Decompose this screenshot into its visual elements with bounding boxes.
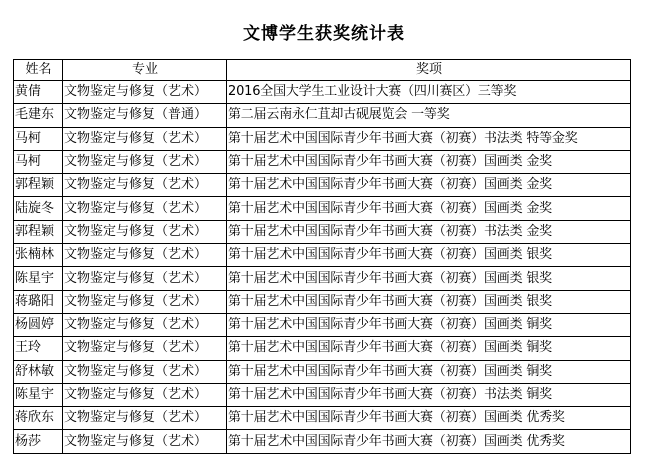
major-cell: 文物鉴定与修复（艺术） <box>63 197 227 220</box>
table-row <box>14 360 631 383</box>
award-cell: 第十届艺术中国国际青少年书画大赛（初赛）国画类 铜奖 <box>227 337 631 360</box>
student-name-cell: 舒林敏 <box>14 360 63 383</box>
student-name-cell: 马柯 <box>14 150 63 173</box>
major-cell: 文物鉴定与修复（艺术） <box>63 383 227 406</box>
table-row <box>14 430 631 453</box>
award-cell: 第十届艺术中国国际青少年书画大赛（初赛）国画类 银奖 <box>227 244 631 267</box>
column-header-award: 奖项 <box>227 60 631 81</box>
major-cell: 文物鉴定与修复（艺术） <box>63 407 227 430</box>
student-name-cell: 张楠林 <box>14 244 63 267</box>
student-name-cell: 蒋璐阳 <box>14 290 63 313</box>
student-name-cell: 陈星宇 <box>14 383 63 406</box>
major-cell: 文物鉴定与修复（艺术） <box>63 360 227 383</box>
award-cell: 第十届艺术中国国际青少年书画大赛（初赛）书法类 特等金奖 <box>227 127 631 150</box>
award-cell: 第十届艺术中国国际青少年书画大赛（初赛）书法类 铜奖 <box>227 383 631 406</box>
table-header <box>14 60 631 81</box>
table-row <box>14 220 631 243</box>
major-cell: 文物鉴定与修复（艺术） <box>63 244 227 267</box>
table-row <box>14 197 631 220</box>
table-row <box>14 127 631 150</box>
document-title: 文博学生获奖统计表 <box>243 24 405 44</box>
table-row <box>14 337 631 360</box>
major-cell: 文物鉴定与修复（艺术） <box>63 290 227 313</box>
award-cell: 第十届艺术中国国际青少年书画大赛（初赛）书法类 金奖 <box>227 220 631 243</box>
major-cell: 文物鉴定与修复（艺术） <box>63 313 227 336</box>
student-name-cell: 马柯 <box>14 127 63 150</box>
table-row <box>14 267 631 290</box>
major-cell: 文物鉴定与修复（艺术） <box>63 81 227 104</box>
awards-table <box>13 59 631 454</box>
award-cell: 2016全国大学生工业设计大赛（四川赛区）三等奖 <box>227 81 631 104</box>
table-row <box>14 290 631 313</box>
major-cell: 文物鉴定与修复（艺术） <box>63 174 227 197</box>
header-row <box>14 60 631 81</box>
major-cell: 文物鉴定与修复（艺术） <box>63 150 227 173</box>
table-row <box>14 383 631 406</box>
student-name-cell: 郭程颖 <box>14 220 63 243</box>
major-cell: 文物鉴定与修复（普通） <box>63 104 227 127</box>
student-name-cell: 毛建东 <box>14 104 63 127</box>
table-row <box>14 174 631 197</box>
table-row <box>14 150 631 173</box>
award-cell: 第十届艺术中国国际青少年书画大赛（初赛）国画类 优秀奖 <box>227 407 631 430</box>
award-cell: 第十届艺术中国国际青少年书画大赛（初赛）国画类 银奖 <box>227 267 631 290</box>
table-row <box>14 104 631 127</box>
student-name-cell: 陆旋冬 <box>14 197 63 220</box>
student-name-cell: 杨圆婷 <box>14 313 63 336</box>
award-cell: 第十届艺术中国国际青少年书画大赛（初赛）国画类 铜奖 <box>227 360 631 383</box>
column-header-name: 姓名 <box>14 60 63 81</box>
student-name-cell: 王玲 <box>14 337 63 360</box>
major-cell: 文物鉴定与修复（艺术） <box>63 337 227 360</box>
table-row <box>14 407 631 430</box>
award-cell: 第十届艺术中国国际青少年书画大赛（初赛）国画类 金奖 <box>227 197 631 220</box>
student-name-cell: 陈星宇 <box>14 267 63 290</box>
column-header-major: 专业 <box>63 60 227 81</box>
award-cell: 第二届云南永仁苴却古砚展览会 一等奖 <box>227 104 631 127</box>
major-cell: 文物鉴定与修复（艺术） <box>63 127 227 150</box>
table-row <box>14 244 631 267</box>
student-name-cell: 郭程颖 <box>14 174 63 197</box>
table-row <box>14 81 631 104</box>
major-cell: 文物鉴定与修复（艺术） <box>63 267 227 290</box>
award-cell: 第十届艺术中国国际青少年书画大赛（初赛）国画类 银奖 <box>227 290 631 313</box>
student-name-cell: 黄倩 <box>14 81 63 104</box>
award-cell: 第十届艺术中国国际青少年书画大赛（初赛）国画类 优秀奖 <box>227 430 631 453</box>
award-cell: 第十届艺术中国国际青少年书画大赛（初赛）国画类 金奖 <box>227 150 631 173</box>
student-name-cell: 蒋欣东 <box>14 407 63 430</box>
major-cell: 文物鉴定与修复（艺术） <box>63 220 227 243</box>
award-cell: 第十届艺术中国国际青少年书画大赛（初赛）国画类 铜奖 <box>227 313 631 336</box>
student-name-cell: 杨莎 <box>14 430 63 453</box>
table-body <box>14 81 631 454</box>
table-row <box>14 313 631 336</box>
award-cell: 第十届艺术中国国际青少年书画大赛（初赛）国画类 金奖 <box>227 174 631 197</box>
major-cell: 文物鉴定与修复（艺术） <box>63 430 227 453</box>
